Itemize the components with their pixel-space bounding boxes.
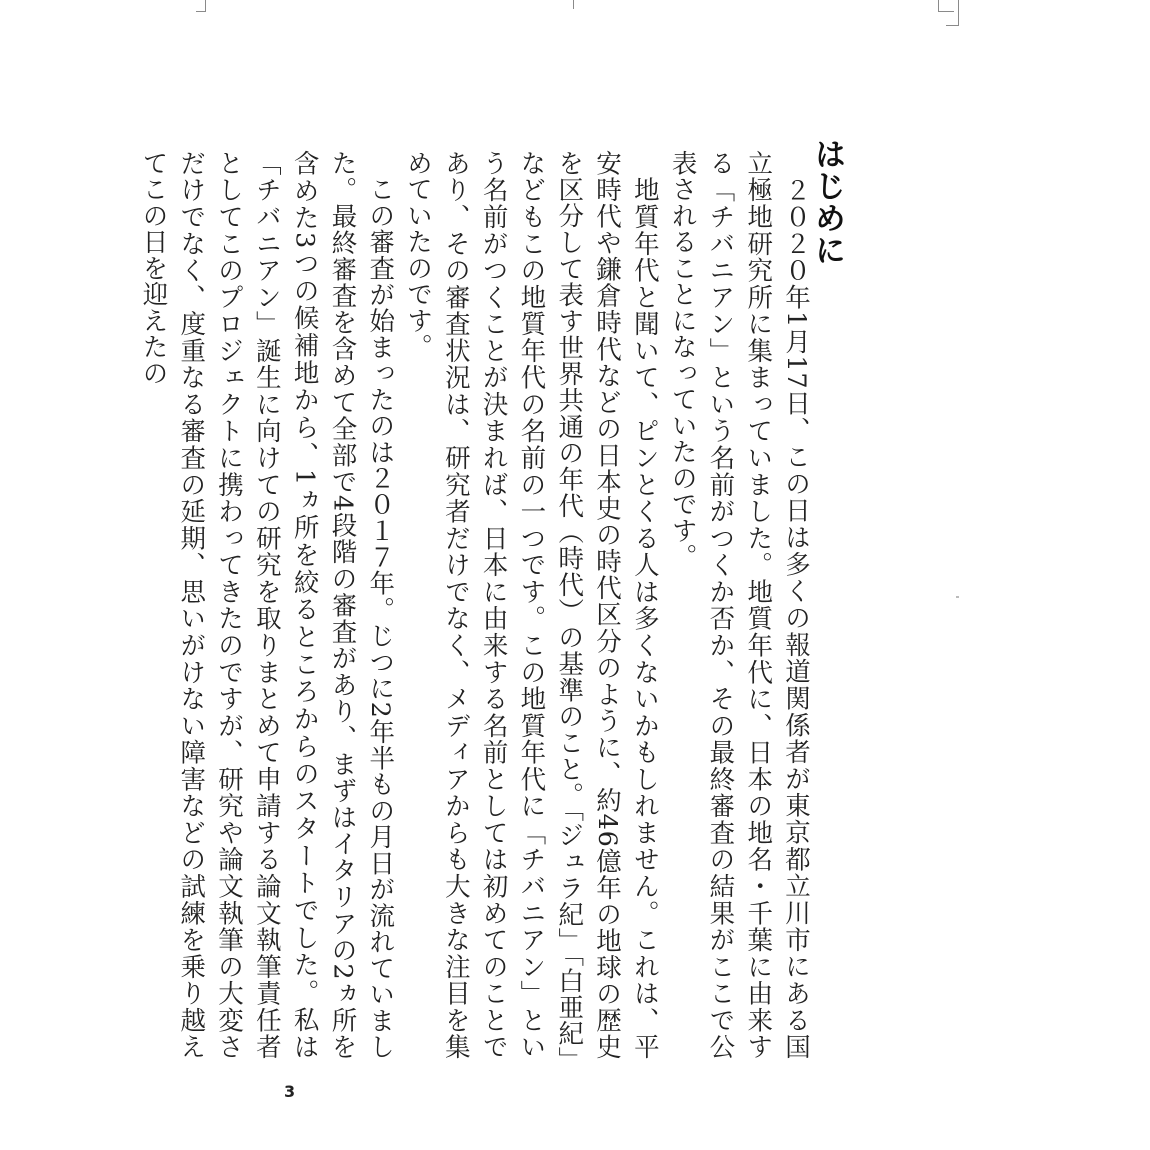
crop-mark-right-b bbox=[958, 0, 959, 26]
page-number: 3 bbox=[284, 1082, 296, 1101]
scan-speck bbox=[956, 596, 959, 598]
body-text: ２０２０年1月17日、この日は多くの報道関係者が東京都立川市にある国立極地研究所に集まっていました。地質年代に、日本の地名・千葉に由来する「チバニアン」という名前がつくか否か、その最終審査の結果がここで公表されることになっていたのです。 地質年代と聞いて、ピンとくる人は多くないかもしれません。これは、平安時代や鎌倉時代などの日本史の時代区分のように、約46億年の地球の歴史を区分して表す世界共通の年代（時代）の基準のこと。「ジュラ紀」「白亜紀」などもこの地質年代の名前の一つです。この地質年代に「チバニアン」という名前がつくことが決まれば、日本に由来する名前としては初めてのことであり、その審査状況は、研究者だけでなく、メディアからも大きな注目を集めていたのです。 この審査が始まったのは２０１７年。じつに2年半もの月日が流れていました。最終審査を含めて全部で4段階の審査があり、まずはイタリアの2ヵ所を含めた3つの候補地から、1ヵ所を絞るところからのスタートでした。私は「チバニアン」誕生に向けての研究を取りまとめて申請する論文執筆責任者としてこのプロジェクトに携わってきたのですが、研究や論文執筆の大変さだけでなく、度重なる審査の延期、思いがけない障害などの試練を乗り越えてこの日を迎えたの bbox=[138, 150, 811, 1061]
crop-mark-right-a-tick bbox=[938, 11, 954, 12]
page-heading: はじめに bbox=[809, 138, 845, 266]
crop-mark-left-tick bbox=[196, 11, 206, 12]
crop-mark-right-b-tick bbox=[946, 25, 959, 26]
crop-mark-center bbox=[573, 0, 574, 9]
